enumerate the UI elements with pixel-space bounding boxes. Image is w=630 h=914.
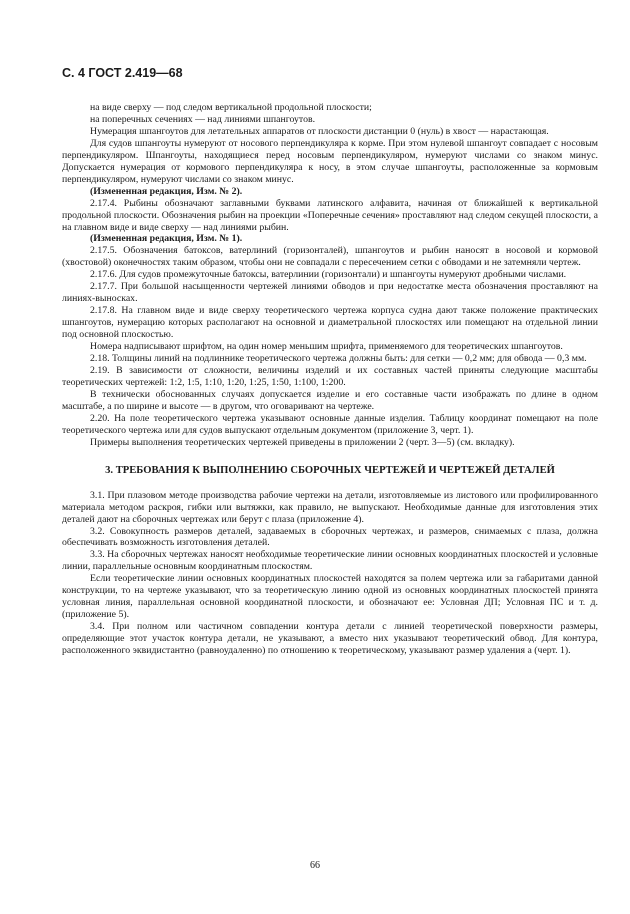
paragraph: 2.18. Толщины линий на подлиннике теоретического чертежа должны быть: для сетки — 0,2 мм; для обвода — 0,3 мм. (90, 353, 587, 365)
paragraph: (Измененная редакция, Изм. № 2). (90, 185, 243, 197)
paragraph: В технически обоснованных случаях допускается изделие и его составные части изображать по длине в одном масштабе, а по ширине и высоте — в другом, что оговаривают на чертеже. (62, 388, 598, 412)
paragraph: Если теоретические линии основных координатных плоскостей находятся за полем чертежа или за габаритами данной конструкции, то на чертеже указывают, что за теоретическую линию одной из основных координатных плоскостей принята условная линия, параллельная основной координатной плоскости, и обозначают ее: Условная ДП; Условная ПС и т. д. (приложение 5). (62, 573, 598, 621)
body-text-top (62, 102, 598, 449)
paragraph: на виде сверху — под следом вертикальной продольной плоскости; (90, 102, 372, 113)
paragraph: Примеры выполнения теоретических чертежей приведены в приложении 2 (черт. 3—5) (см. вкладку). (90, 436, 515, 448)
paragraph: 2.17.8. На главном виде и виде сверху теоретического чертежа корпуса судна дают также положение практических шпангоутов, нумерацию которых располагают на основной и диаметральной плоскостях или помещают на отдельной линии под основной плоскостью. (62, 305, 598, 341)
page-number: 66 (310, 860, 320, 871)
paragraph: 2.19. В зависимости от сложности, величины изделий и их составных частей приняты следующие масштабы теоретических чертежей: 1:2, 1:5, 1:10, 1:20, 1:25, 1:50, 1:100, 1:200. (62, 364, 598, 388)
paragraph: (Измененная редакция, Изм. № 1). (90, 233, 243, 245)
paragraph: 2.20. На поле теоретического чертежа указывают основные данные изделия. Таблицу координат помещают на поле теоретического чертежа или для судов выпускают отдельным документом (приложение 3, черт. 1). (62, 412, 598, 436)
paragraph: Номера надписывают шрифтом, на один номер меньшим шрифта, применяемого для теоретических шпангоутов. (90, 341, 563, 353)
paragraph: 2.17.7. При большой насыщенности чертежей линиями обводов и при недостатке места обозначения проставляют на линиях-выносках. (62, 281, 598, 305)
page-header: С. 4 ГОСТ 2.419—68 (62, 66, 183, 80)
paragraph: 3.2. Совокупность размеров деталей, задаваемых в сборочных чертежах, и размеров, снимаемых с плаза, должна обеспечивать возможность изготовления деталей. (62, 525, 598, 549)
paragraph: 2.17.6. Для судов промежуточные батоксы, ватерлинии (горизонтали) и шпангоуты нумеруют дробными числами. (90, 269, 567, 281)
paragraph: 3.4. При полном или частичном совпадении контура детали с линией теоретической поверхности размеры, определяющие этот участок контура детали, не указывают, а вместо них указывают теоретический обвод. Для контура, расположенного эквидистантно (равноудаленно) по отношению к теоретическому, указывают размер удаления а (черт. 1). (62, 621, 598, 657)
paragraph: 2.17.4. Рыбины обозначают заглавными буквами латинского алфавита, начиная от ближайшей к вертикальной продольной плоскости. Обозначения рыбин на проекции «Поперечные сечения» проставляют над следом секущей плоскости, а на главном виде и виде сверху — над линиями рыбин. (62, 197, 598, 233)
paragraph: на поперечных сечениях — над линиями шпангоутов. (90, 113, 316, 125)
paragraph: 3.1. При плазовом методе производства рабочие чертежи на детали, изготовляемые из листового или профилированного материала методом раскроя, гибки или вытяжки, как правило, не выпускают. Необходимые данные для изготовления этих деталей дают на сборочных чертежах или берут с плаза (приложение 4). (62, 489, 598, 525)
paragraph: Для судов шпангоуты нумеруют от носового перпендикуляра к корме. При этом нулевой шпангоут совпадает с носовым перпендикуляром. Шпангоуты, находящиеся перед носовым перпендикуляром, нумеруют числами со знаком минус. Допускается нумерация от кормового перпендикуляра к носу, в этом случае шпангоуты, расположенные за кормовым перпендикуляром, нумеруют числами со знаком минус. (62, 137, 598, 185)
paragraph: 2.17.5. Обозначения батоксов, ватерлиний (горизонталей), шпангоутов и рыбин наносят в носовой и кормовой (хвостовой) оконечностях таким образом, чтобы они не совпадали с пересечением сетки с обводами и не затемняли чертеж. (62, 245, 598, 269)
section-title: 3. ТРЕБОВАНИЯ К ВЫПОЛНЕНИЮ СБОРОЧНЫХ ЧЕРТЕЖЕЙ И ЧЕРТЕЖЕЙ ДЕТАЛЕЙ (105, 464, 555, 476)
body-text-bottom (62, 490, 598, 657)
paragraph: 3.3. На сборочных чертежах наносят необходимые теоретические линии основных координатных плоскостей и условные линии, параллельные основным координатным плоскостям. (62, 549, 598, 573)
paragraph: Нумерация шпангоутов для летательных аппаратов от плоскости дистанции 0 (нуль) в хвост — нарастающая. (90, 125, 549, 137)
